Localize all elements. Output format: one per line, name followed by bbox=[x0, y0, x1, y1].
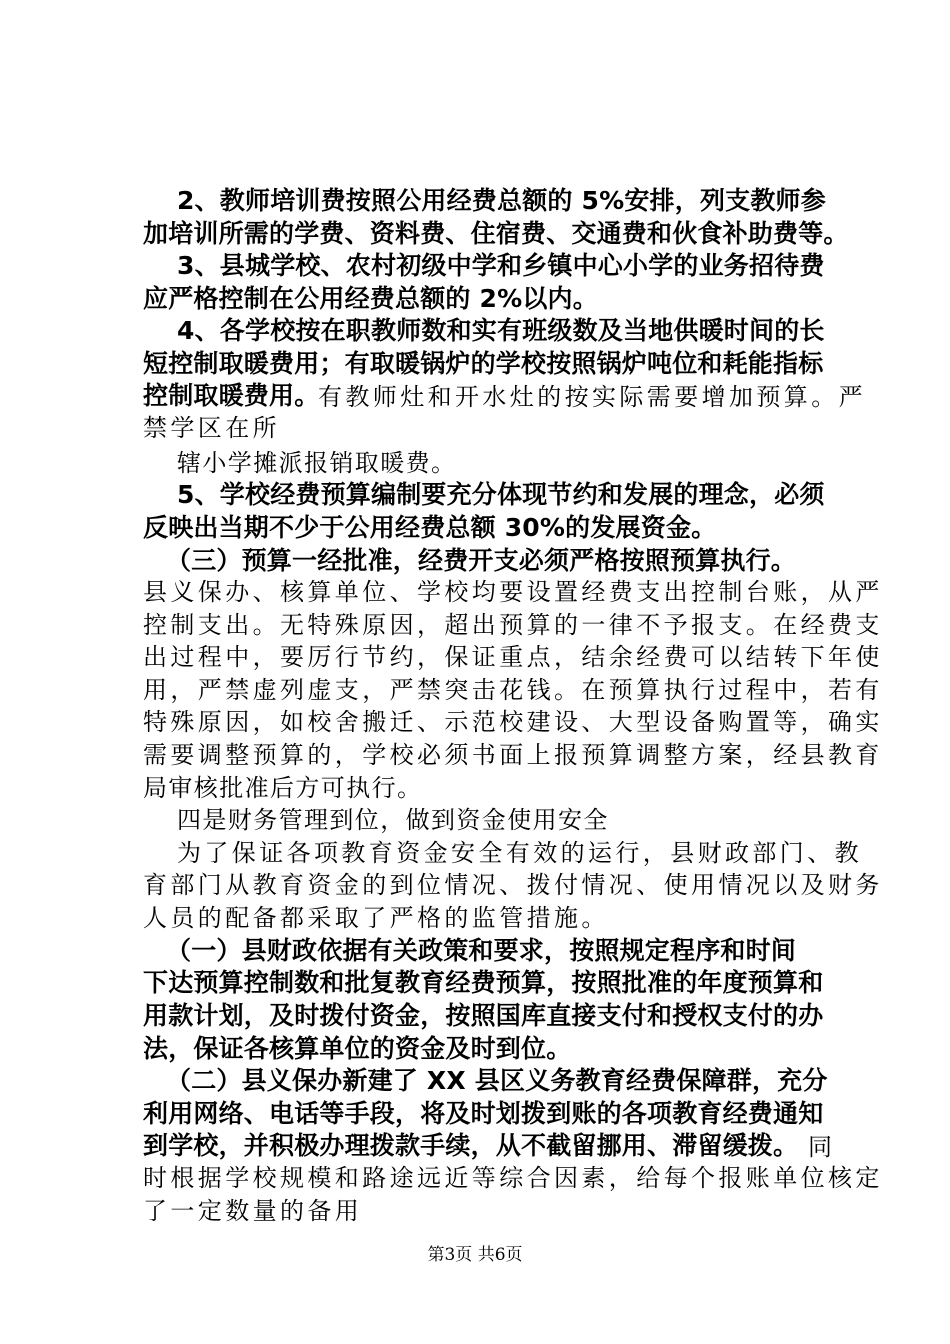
text-line: 时根据学校规模和路途远近等综合因素，给每个报账单位核定 bbox=[143, 1164, 883, 1192]
text-line: 5、学校经费预算编制要充分体现节约和发展的理念，必须 bbox=[177, 480, 825, 509]
text-line: 应严格控制在公用经费总额的 2%以内。 bbox=[143, 284, 598, 313]
text-line: 人员的配备都采取了严格的监管措施。 bbox=[143, 904, 609, 932]
text-line: 需要调整预算的，学校必须书面上报预算调整方案，经县教育 bbox=[143, 741, 883, 769]
text-line: 控制取暖费用。 bbox=[143, 381, 320, 410]
text-line: 辖小学摊派报销取暖费。 bbox=[177, 449, 457, 477]
text-line: 法，保证各核算单位的资金及时到位。 bbox=[143, 1034, 572, 1063]
text-line: 育部门从教育资金的到位情况、拨付情况、使用情况以及财务 bbox=[143, 871, 883, 899]
text-line: 有教师灶和开水灶的按实际需要增加预算。严 bbox=[318, 383, 866, 411]
text-line: 县义保办、核算单位、学校均要设置经费支出控制台账，从严 bbox=[143, 578, 883, 606]
text-line: 到学校，并积极办理拨款手续，从不截留挪用、滞留缓拨。 bbox=[143, 1131, 799, 1160]
text-line: 3、县城学校、农村初级中学和乡镇中心小学的业务招待费 bbox=[177, 251, 825, 280]
text-line: 局审核批准后方可执行。 bbox=[143, 774, 423, 802]
text-line: 4、各学校按在职教师数和实有班级数及当地供暖时间的长 bbox=[177, 316, 825, 345]
text-line: 利用网络、电话等手段，将及时划拨到账的各项教育经费通知 bbox=[143, 1099, 824, 1128]
page-number-footer: 第3页 共6页 bbox=[427, 1245, 523, 1265]
text-line: 特殊原因，如校舍搬迁、示范校建设、大型设备购置等，确实 bbox=[143, 708, 883, 736]
text-line: 控制支出。无特殊原因，超出预算的一律不予报支。在经费支 bbox=[143, 611, 883, 639]
text-line: （二）县义保办新建了 XX 县区义务教育经费保障群，充分 bbox=[166, 1066, 828, 1095]
section-heading: 四是财务管理到位，做到资金使用安全 bbox=[177, 806, 609, 834]
text-line: 禁学区在所 bbox=[143, 414, 280, 442]
text-line: 用款计划，及时拨付资金，按照国库直接支付和授权支付的办 bbox=[143, 1001, 824, 1030]
text-line: 下达预算控制数和批复教育经费预算，按照批准的年度预算和 bbox=[143, 968, 824, 997]
text-line: 为了保证各项教育资金安全有效的运行，县财政部门、教 bbox=[177, 839, 862, 867]
text-line: 用，严禁虚列虚支，严禁突击花钱。在预算执行过程中，若有 bbox=[143, 676, 883, 704]
text-line: 同 bbox=[808, 1133, 836, 1161]
text-line: 加培训所需的学费、资料费、住宿费、交通费和伙食补助费等。 bbox=[143, 219, 849, 248]
text-line: （三）预算一经批准，经费开支必须严格按照预算执行。 bbox=[166, 546, 797, 575]
text-line: 反映出当期不少于公用经费总额 30%的发展资金。 bbox=[143, 513, 717, 542]
text-line: 出过程中，要厉行节约，保证重点，结余经费可以结转下年使 bbox=[143, 643, 883, 671]
text-line: 了一定数量的备用 bbox=[143, 1197, 363, 1225]
text-line: 2、教师培训费按照公用经费总额的 5%安排，列支教师参 bbox=[177, 186, 826, 215]
text-line: 短控制取暖费用；有取暖锅炉的学校按照锅炉吨位和耗能指标 bbox=[143, 349, 824, 378]
text-line: （一）县财政依据有关政策和要求，按照规定程序和时间 bbox=[166, 936, 797, 965]
